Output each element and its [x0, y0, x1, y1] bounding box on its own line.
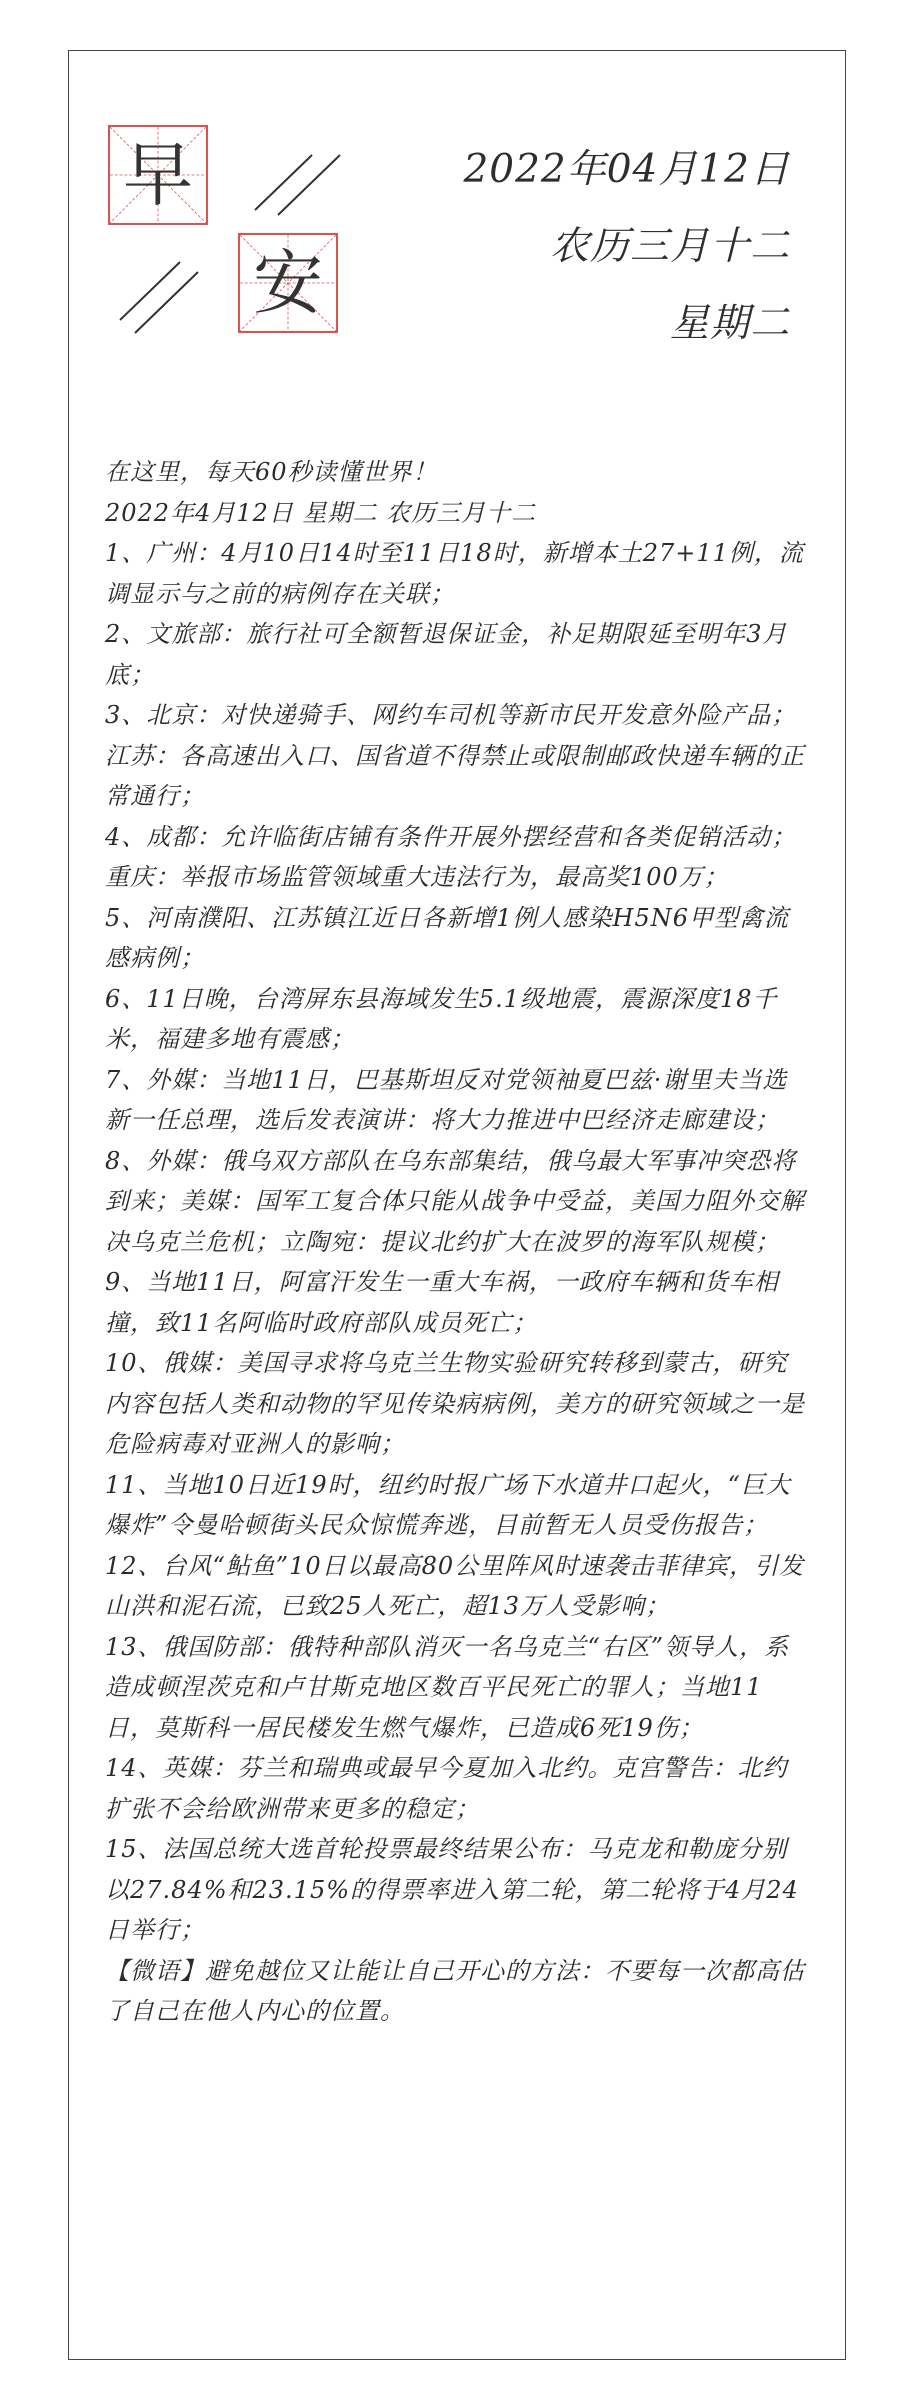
header-date: 2022年04月12日: [463, 147, 790, 192]
header-weekday: 星期二: [669, 301, 790, 346]
header-lunar-date: 农历三月十二: [549, 224, 790, 269]
news-item: 4、成都：允许临街店铺有条件开展外摆经营和各类促销活动；重庆：举报市场监管领域重大违法行为，最高奖100万；: [105, 822, 797, 891]
an-char: 安: [253, 242, 323, 324]
news-item: 13、俄国防部：俄特种部队消灭一名乌克兰“右区”领导人，系造成顿涅茨克和卢甘斯克地区数百平民死亡的罪人；当地11日，莫斯科一居民楼发生燃气爆炸，已造成6死19伤；: [105, 1632, 790, 1742]
zao-char-box: [108, 125, 208, 225]
zao-char: 早: [123, 134, 193, 216]
date-line: 2022年4月12日 星期二 农历三月十二: [105, 498, 537, 527]
news-item: 1、广州：4月10日14时至11日18时，新增本土27+11例，流调显示与之前的病例存在关联；: [105, 539, 804, 608]
an-char-box: [238, 233, 338, 333]
news-item: 7、外媒：当地11日，巴基斯坦反对党领袖夏巴兹·谢里夫当选新一任总理，选后发表演讲：将大力推进中巴经济走廊建设；: [105, 1065, 788, 1134]
news-item: 11、当地10日近19时，纽约时报广场下水道井口起火，“巨大爆炸”令曼哈顿街头民众惊慌奔逃，目前暂无人员受伤报告；: [105, 1470, 791, 1539]
news-item: 12、台风“鲇鱼”10日以最高80公里阵风时速袭击菲律宾，引发山洪和泥石流，已致25人死亡，超13万人受影响；: [105, 1551, 805, 1620]
news-item: 5、河南濮阳、江苏镇江近日各新增1例人感染H5N6甲型禽流感病例；: [105, 903, 790, 972]
news-item: 3、北京：对快递骑手、网约车司机等新市民开发意外险产品；江苏：各高速出入口、国省道不得禁止或限制邮政快递车辆的正常通行；: [105, 701, 805, 810]
news-item: 2、文旅部：旅行社可全额暂退保证金，补足期限延至明年3月底；: [105, 620, 788, 689]
news-item: 15、法国总统大选首轮投票最终结果公布：马克龙和勒庞分别以27.84%和23.15%的得票率进入第二轮，第二轮将于4月24日举行；: [105, 1835, 799, 1944]
news-content: [105, 452, 810, 2032]
quote-line: 【微语】避免越位又让能让自己开心的方法：不要每一次都高估了自己在他人内心的位置。: [105, 1956, 805, 2025]
news-item: 14、英媒：芬兰和瑞典或最早今夏加入北约。克宫警告：北约扩张不会给欧洲带来更多的稳定；: [105, 1754, 788, 1823]
news-item: 6、11日晚，台湾屏东县海域发生5.1级地震，震源深度18千米，福建多地有震感；: [105, 984, 778, 1053]
news-item: 8、外媒：俄乌双方部队在乌东部集结，俄乌最大军事冲突恐将到来；美媒：国军工复合体只能从战争中受益，美国力阻外交解决乌克兰危机；立陶宛：提议北约扩大在波罗的海军队规模；: [105, 1146, 805, 1256]
news-item: 10、俄媒：美国寻求将乌克兰生物实验研究转移到蒙古，研究内容包括人类和动物的罕见传染病病例，美方的研究领域之一是危险病毒对亚洲人的影响；: [105, 1349, 805, 1458]
intro-line: 在这里，每天60秒读懂世界！: [105, 458, 438, 486]
news-item: 9、当地11日，阿富汗发生一重大车祸，一政府车辆和货车相撞，致11名阿临时政府部队成员死亡；: [105, 1268, 779, 1337]
